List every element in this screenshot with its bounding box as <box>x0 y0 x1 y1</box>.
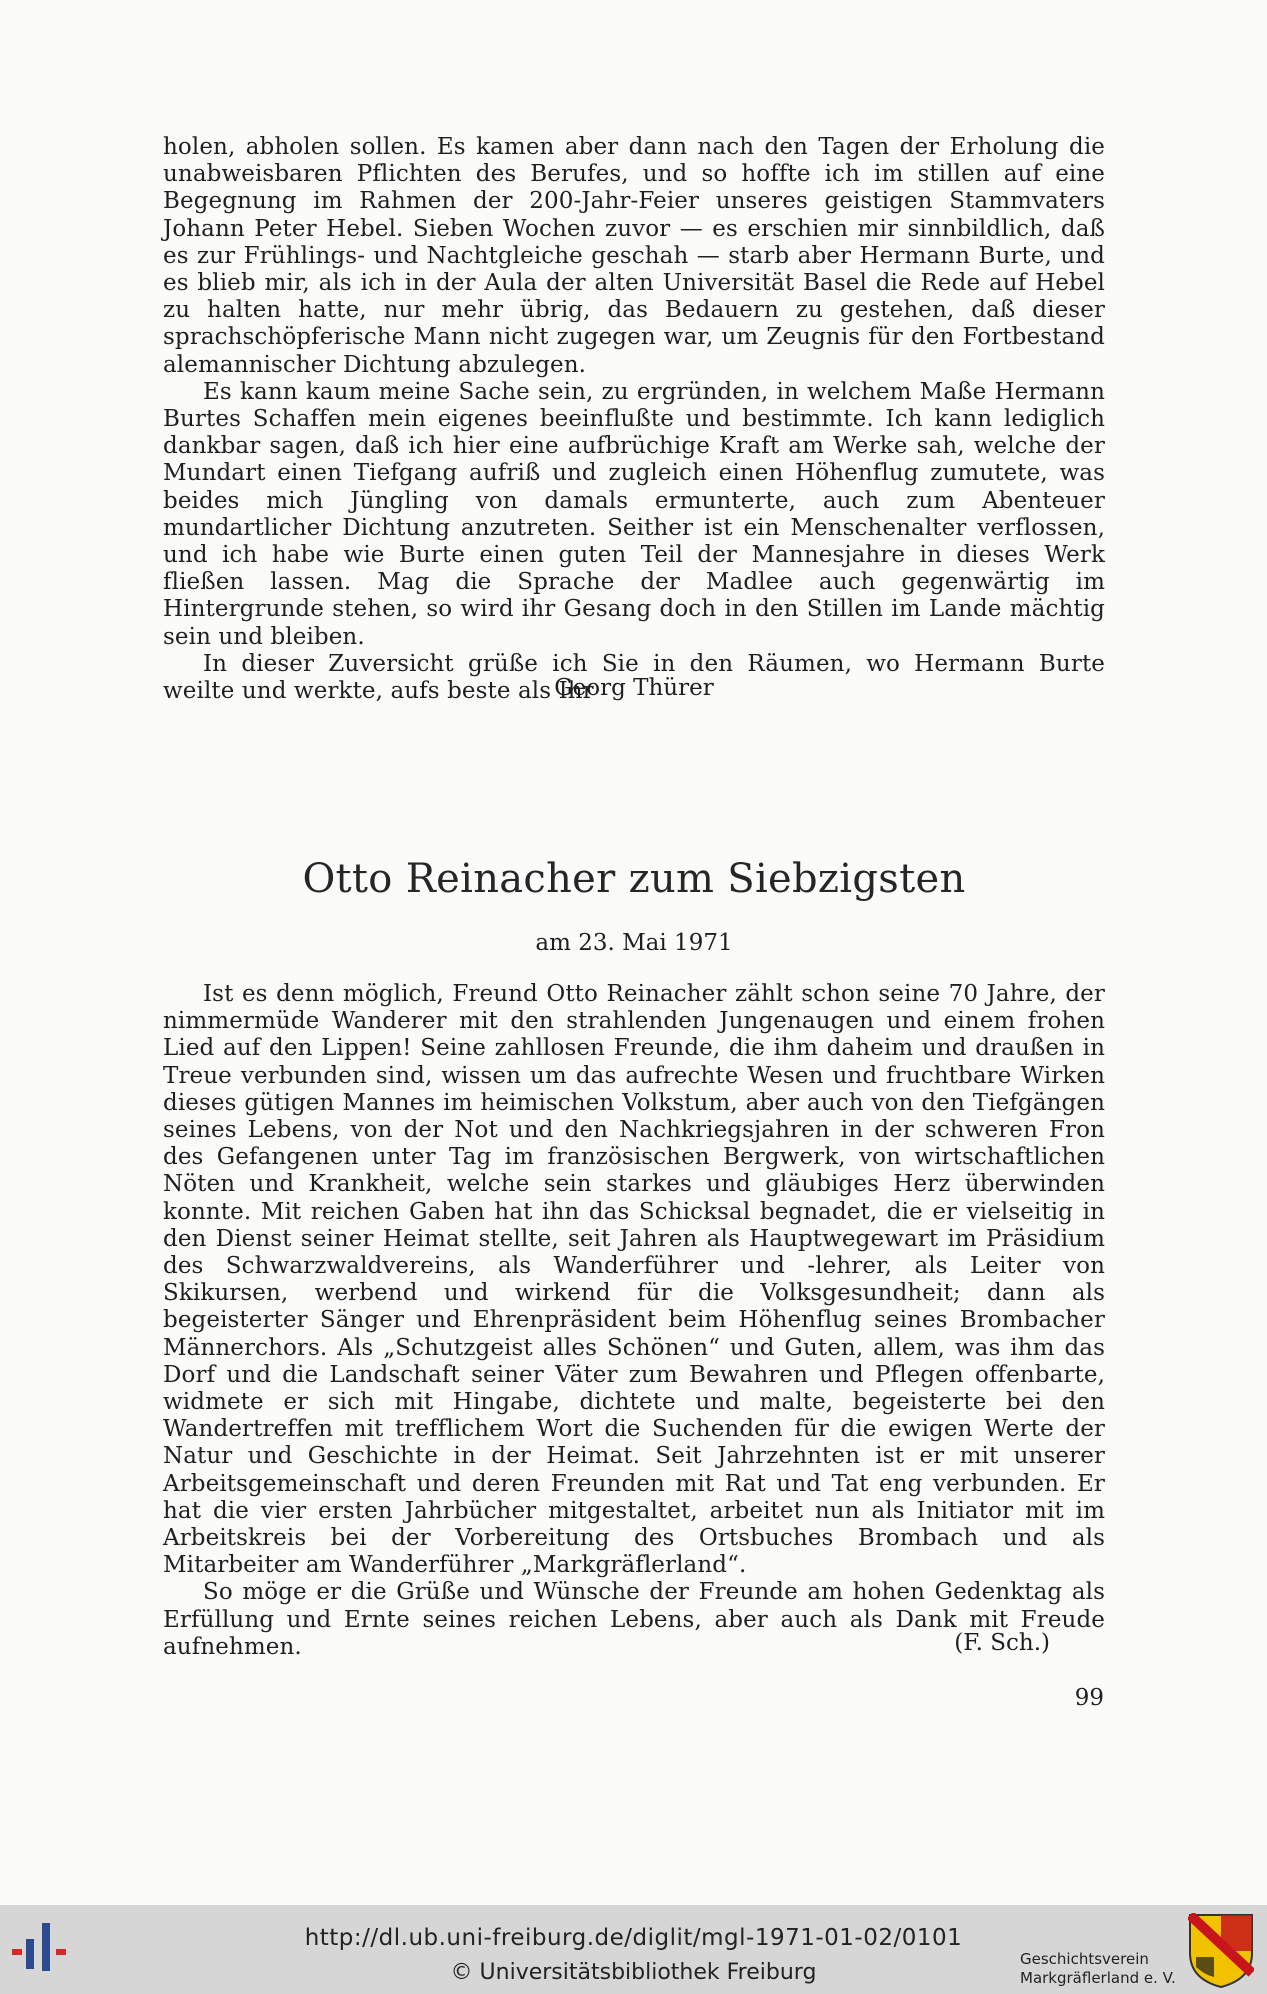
signature: Georg Thürer <box>554 675 714 701</box>
paragraph: In dieser Zuversicht grüße ich Sie in den Räumen, wo Hermann Burte weilte und werkte, aufs beste als Ihr <box>163 650 1105 705</box>
paragraph: holen, abholen sollen. Es kamen aber dann nach den Tagen der Erholung die unabweisbaren Pflichten des Berufes, und so hoffte ich im stillen auf eine Begegnung im Rahmen der 200-Jahr-Feier unseres geistigen Stammvaters Johann Peter Hebel. Sieben Wochen zuvor — es erschien mir sinnbildlich, daß es zur Frühlings- und Nachtgleiche geschah — starb aber Hermann Burte, und es blieb mir, als ich in der Aula der alten Universität Basel die Rede auf Hebel zu halten hatte, nur mehr übrig, das Bedauern zu gestehen, daß dieser sprachschöpferische Mann nicht zugegen war, um Zeugnis für den Fortbestand alemannischer Dichtung abzulegen. <box>163 134 1105 378</box>
organization-name <box>1020 1950 1176 1988</box>
article-body <box>163 981 1105 1661</box>
org-line: Geschichtsverein <box>1020 1950 1149 1968</box>
article-subtitle: am 23. Mai 1971 <box>535 930 733 956</box>
footer-bar <box>0 1905 1267 1994</box>
paragraph: Ist es denn möglich, Freund Otto Reinacher zählt schon seine 70 Jahre, der nimmermüde Wanderer mit den strahlenden Jungenaugen und einem frohen Lied auf den Lippen! Seine zahllosen Freunde, die ihm daheim und draußen in Treue verbunden sind, wissen um das aufrechte Wesen und fruchtbare Wirken dieses gütigen Mannes im heimischen Volkstum, aber auch von den Tiefgängen seines Lebens, von der Not und den Nachkriegsjahren in der schweren Fron des Gefangenen unter Tag im französischen Bergwerk, von wirtschaftlichen Nöten und Krankheit, welche sein starkes und gläubiges Herz überwinden konnte. Mit reichen Gaben hat ihn das Schicksal begnadet, die er vielseitig in den Dienst seiner Heimat stellte, seit Jahren als Hauptwegewart im Präsidium des Schwarzwaldvereins, als Wanderführer und -lehrer, als Leiter von Skikursen, werbend und wirkend für die Volksgesundheit; dann als begeisterter Sänger und Ehrenpräsident beim Höhenflug seines Brombacher Männerchors. Als „Schutzgeist alles Schönen“ und Guten, allem, was ihm das Dorf und die Landschaft seiner Väter zum Bewahren und Pflegen offenbarte, widmete er sich mit Hingabe, dichtete und malte, begeisterte bei den Wandertreffen mit trefflichem Wort die Suchenden für die ewigen Werte der Natur und Geschichte in der Heimat. Seit Jahrzehnten ist er mit unserer Arbeitsgemeinschaft und deren Freunden mit Rat und Tat eng verbunden. Er hat die vier ersten Jahrbücher mitgestaltet, arbeitet nun als Initiator mit im Arbeitskreis bei der Vorbereitung des Ortsbuches Brombach und als Mitarbeiter am Wanderführer „Markgräflerland“. <box>163 981 1105 1579</box>
paragraph: So möge er die Grüße und Wünsche der Freunde am hohen Gedenktag als Erfüllung und Ernte seines reichen Lebens, aber auch als Dank mit Freude aufnehmen. <box>163 1579 1105 1660</box>
org-line: Markgräflerland e. V. <box>1020 1969 1176 1987</box>
article-title: Otto Reinacher zum Siebzigsten <box>302 856 966 902</box>
author-initials: (F. Sch.) <box>954 1630 1050 1656</box>
permalink-url[interactable]: http://dl.ub.uni-freiburg.de/diglit/mgl-1971-01-02/0101 <box>304 1925 963 1951</box>
letter-body <box>163 134 1105 705</box>
copyright-text: © Universitätsbibliothek Freiburg <box>450 1960 817 1985</box>
page-number: 99 <box>1074 1685 1104 1711</box>
paragraph: Es kann kaum meine Sache sein, zu ergründen, in welchem Maße Hermann Burtes Schaffen mein eigenes beeinflußte und bestimmte. Ich kann lediglich dankbar sagen, daß ich hier eine aufbrüchige Kraft am Werke sah, welche der Mundart einen Tiefgang aufriß und zugleich einen Höhenflug zumutete, was beides mich Jüngling von damals ermunterte, auch zum Abenteuer mundartlicher Dichtung anzutreten. Seither ist ein Menschenalter verflossen, und ich habe wie Burte einen guten Teil der Mannesjahre in dieses Werk fließen lassen. Mag die Sprache der Madlee auch gegenwärtig im Hintergrunde stehen, so wird ihr Gesang doch in den Stillen im Lande mächtig sein und bleiben. <box>163 378 1105 650</box>
coat-of-arms-icon <box>1188 1913 1254 1993</box>
